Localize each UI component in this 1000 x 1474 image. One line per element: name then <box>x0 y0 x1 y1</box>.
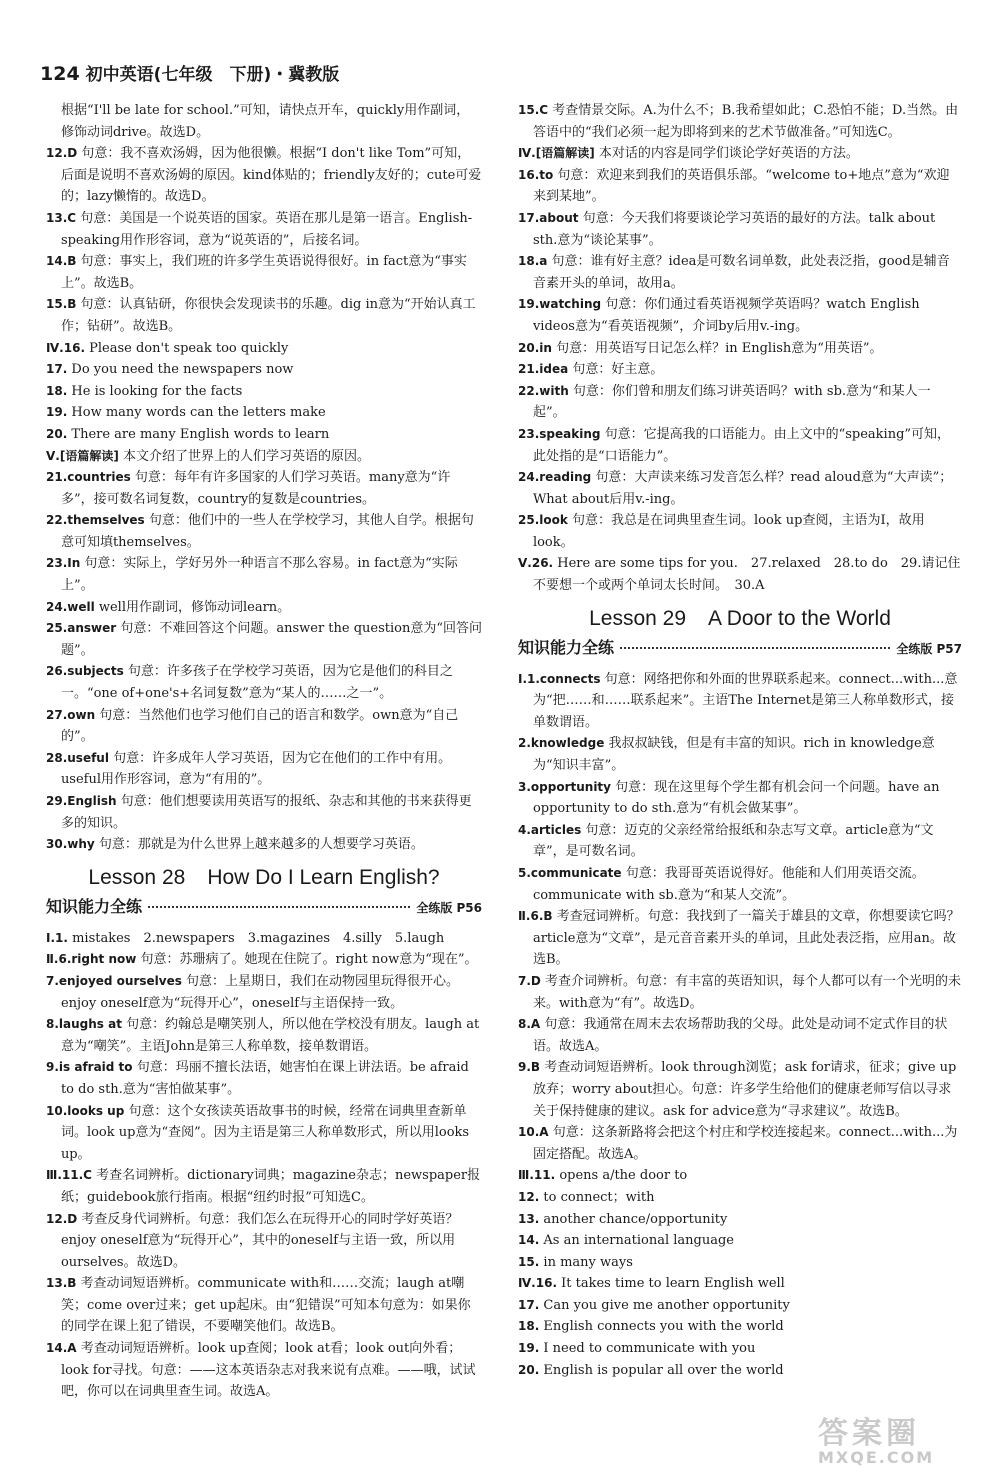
answer-text: 根据“I'll be late for school.”可知，请快点开车，quickly用作副词，修饰动词drive。故选D。 <box>60 103 470 140</box>
answer-text: 考查介词辨析。句意：有丰富的英语知识，每个人都可以有一个光明的未来。with意为“有”。故选D。 <box>532 973 962 1011</box>
answer-text: 句意：这个女孩读英语故事书的时候，经常在词典里查新单词。look up意为“查阅”。因为主语是第三人称单数形式，所以用looks up。 <box>60 1103 470 1162</box>
answer-item <box>46 971 482 1014</box>
answer-number: 14.B <box>46 254 77 269</box>
answer-text: 句意：谁有好主意？idea是可数名词单数，此处表泛指，good是辅音音素开头的单词，故用a。 <box>532 254 950 291</box>
answer-item <box>518 1273 962 1295</box>
answer-item <box>46 1057 482 1100</box>
answer-text: 句意：每年有许多国家的人们学习英语。many意为“许多”，接可数名词复数，country的复数是countries。 <box>60 470 451 507</box>
left-column <box>46 100 482 1403</box>
answer-text: 句意：我通常在周末去农场帮助我的父母。此处是动词不定式作目的状语。故选A。 <box>532 1017 948 1054</box>
answer-text: He is looking for the facts <box>71 383 243 399</box>
lesson-29-section-header <box>518 637 962 665</box>
answer-item <box>518 553 962 596</box>
answer-number: 10.A <box>518 1125 549 1140</box>
answer-number: 14.A <box>46 1341 77 1356</box>
lesson-29-number: Lesson 29 <box>589 606 687 630</box>
answer-number: 26.subjects <box>46 664 124 679</box>
answer-number: Ⅱ.6.right now <box>46 952 137 967</box>
answer-text: 句意：约翰总是嘲笑别人，所以他在学校没有朋友。laugh at意为“嘲笑”。主语John是第三人称单数，接单数谓语。 <box>60 1017 480 1054</box>
answer-item <box>518 467 962 510</box>
answer-item <box>518 1230 962 1252</box>
answer-number: 7.enjoyed ourselves <box>46 973 182 988</box>
left-answers <box>46 100 482 856</box>
answer-item <box>46 1101 482 1166</box>
answer-number: Ⅴ.[语篇解读] <box>46 448 119 463</box>
answer-text: 句意：那就是为什么世界上越来越多的人想要学习英语。 <box>98 837 424 853</box>
answer-item <box>518 733 962 776</box>
answer-text: 句意：我总是在词典里查生词。look up查阅，主语为I，故用look。 <box>532 513 925 550</box>
answer-item <box>518 1122 962 1165</box>
answer-number: 15.C <box>518 103 549 117</box>
answer-number: 19. <box>46 405 68 420</box>
answer-item <box>46 1273 482 1338</box>
answer-text: opens a/the door to <box>559 1168 688 1184</box>
answer-text: 句意：他们中的一些人在学校学习，其他人自学。根据句意可知填themselves。 <box>60 513 474 550</box>
answer-item <box>518 143 962 165</box>
answer-item <box>518 1057 962 1122</box>
lesson-29-answers <box>518 669 962 1382</box>
answer-item <box>46 1209 482 1274</box>
answer-number: 13.C <box>46 210 77 225</box>
answer-number: 22.themselves <box>46 513 145 528</box>
answer-item <box>518 338 962 360</box>
answer-item <box>46 402 482 424</box>
answer-number: 23.speaking <box>518 426 601 441</box>
answer-number: 12.D <box>46 146 78 161</box>
lesson-28-answers <box>46 928 482 1403</box>
answer-item <box>518 294 962 337</box>
answer-item <box>518 971 962 1014</box>
answer-number: 20.in <box>518 340 552 355</box>
answer-number: 29.English <box>46 794 117 808</box>
answer-text: Here are some tips for you. 27.relaxed 28.to do 29.请记住不要想一个或两个单词太长时间。 30.A <box>532 556 961 594</box>
answer-text: 我叔叔缺钱，但是有丰富的知识。rich in knowledge意为“知识丰富”。 <box>532 736 935 774</box>
answer-item <box>46 143 482 208</box>
answer-item <box>46 359 482 381</box>
answer-text: 句意：事实上，我们班的许多学生英语说得很好。in fact意为“事实上”。故选B。 <box>60 254 467 291</box>
answer-item <box>518 510 962 553</box>
answer-item <box>46 294 482 337</box>
answer-item <box>518 906 962 971</box>
answer-number: 16.to <box>518 167 554 182</box>
answer-number: 30.why <box>46 837 95 852</box>
answer-text: 句意：许多孩子在学校学习英语，因为它是他们的科目之一。“one of+one's+名词复数”意为“某人的……之一”。 <box>60 664 453 702</box>
answer-number: 8.A <box>518 1017 541 1032</box>
answer-text: another chance/opportunity <box>543 1211 728 1227</box>
answer-item <box>518 165 962 208</box>
answer-number: 21.idea <box>518 362 569 377</box>
answer-item <box>46 467 482 510</box>
watermark-line-2: MXQE.COM <box>818 1448 935 1467</box>
answer-number: 4.articles <box>518 822 582 837</box>
answer-item <box>518 359 962 381</box>
answer-item <box>518 1338 962 1360</box>
answer-number: Ⅴ.26. <box>518 556 554 571</box>
answer-number: Ⅳ.16. <box>518 1276 557 1291</box>
answer-text: 句意：不难回答这个问题。answer the question意为“回答问题”。 <box>60 621 482 658</box>
answer-number: 22.with <box>518 383 569 398</box>
section-reference: 全练版 P57 <box>896 641 962 656</box>
answer-number: 24.reading <box>518 470 592 485</box>
answer-item <box>46 1338 482 1403</box>
answer-text: well用作副词，修饰动词learn。 <box>98 599 291 615</box>
answer-text: 句意：这条新路将会把这个村庄和学校连接起来。connect...with...为固定搭配。故选A。 <box>532 1125 958 1162</box>
answer-item <box>518 381 962 424</box>
answer-item <box>518 1360 962 1382</box>
answer-number: 17. <box>46 362 68 377</box>
answer-item <box>46 251 482 294</box>
answer-text: It takes time to learn English well <box>561 1276 785 1292</box>
answer-text: I need to communicate with you <box>543 1341 756 1357</box>
answer-text: Can you give me another opportunity <box>543 1297 790 1313</box>
answer-text: 句意：实际上，学好另外一种语言不那么容易。in fact意为“实际上”。 <box>60 556 458 594</box>
answer-text: 句意：上星期日，我们在动物园里玩得很开心。enjoy oneself意为“玩得开心”，oneself与主语保持一致。 <box>60 973 460 1011</box>
answer-text: 句意：欢迎来到我们的英语俱乐部。“welcome to+地点”意为“欢迎来到某地”。 <box>532 167 950 205</box>
answer-text: 句意：苏珊病了。她现在住院了。right now意为“现在”。 <box>140 952 478 968</box>
lesson-28-title <box>46 863 482 893</box>
answer-item <box>46 1165 482 1208</box>
answer-text: Do you need the newspapers now <box>71 362 294 378</box>
answer-number: 24.well <box>46 599 95 614</box>
answer-number: 7.D <box>518 973 541 988</box>
answer-text: 考查动词短语辨析。look up查阅；look at看；look out向外看；look for寻找。句意：——这本英语杂志对我来说有点难。——哦，试试吧，你可以在词典里查生词。故选A。 <box>60 1341 476 1400</box>
answer-item <box>46 1014 482 1057</box>
answer-text: 本对话的内容是同学们谈论学好英语的方法。 <box>598 146 859 162</box>
answer-item <box>46 791 482 834</box>
answer-text: 句意：美国是一个说英语的国家。英语在那儿是第一语言。English-speaking用作形容词，意为“说英语的”，后接名词。 <box>60 210 473 248</box>
watermark-logo <box>818 1418 968 1468</box>
answer-item <box>46 208 482 251</box>
answer-text: 考查动词短语辨析。communicate with和……交流；laugh at嘲笑；come over过来；get up起床。由“犯错误”可知本句意为：如果你的同学在课上犯了错误，不要嘲笑他们。故选B。 <box>60 1276 471 1335</box>
answer-item <box>518 669 962 734</box>
answer-number: Ⅰ.1.connects <box>518 671 601 686</box>
page-number: 124 <box>40 63 80 85</box>
answer-text: 句意：大声读来练习发音怎么样？read aloud意为“大声读”；What about后用v.-ing。 <box>532 470 953 507</box>
book-title: 初中英语(七年级 下册)・冀教版 <box>85 65 340 85</box>
answer-text: 句意：用英语写日记怎么样？in English意为“用英语”。 <box>556 340 883 356</box>
lesson-29-name: A Door to the World <box>708 606 891 630</box>
lesson-28-number: Lesson 28 <box>88 865 186 889</box>
answer-number: 23.In <box>46 556 81 571</box>
answer-item <box>46 705 482 748</box>
answer-text: 句意：玛丽不擅长法语，她害怕在课上讲法语。be afraid to do sth.意为“害怕做某事”。 <box>60 1060 469 1097</box>
answer-item <box>46 949 482 971</box>
answer-item <box>518 1209 962 1231</box>
answer-number: 28.useful <box>46 750 109 765</box>
dotted-leader <box>148 906 410 908</box>
answer-text: There are many English words to learn <box>71 426 330 442</box>
answer-text: 考查名词辨析。dictionary词典；magazine杂志；newspaper报纸；guidebook旅行指南。根据“纽约时报”可知选C。 <box>60 1168 481 1205</box>
answer-text: 本文介绍了世界上的人们学习英语的原因。 <box>122 448 370 464</box>
dotted-leader <box>620 647 890 649</box>
page-header <box>40 60 970 84</box>
answer-item <box>518 1165 962 1187</box>
answer-item <box>46 100 482 143</box>
answer-number: 15. <box>518 1254 540 1269</box>
answer-item <box>518 863 962 906</box>
answer-number: Ⅲ.11.C <box>46 1168 92 1183</box>
answer-number: 17. <box>518 1297 540 1312</box>
answer-text: As an international language <box>543 1233 735 1249</box>
answer-number: Ⅱ.6.B <box>518 909 553 924</box>
right-answers <box>518 100 962 597</box>
answer-text: 句意：它提高我的口语能力。由上文中的“speaking”可知，此处指的是“口语能力”。 <box>532 426 951 464</box>
answer-number: 17.about <box>518 210 579 225</box>
answer-item <box>518 424 962 467</box>
answer-number: 18. <box>46 383 68 398</box>
lesson-28-name: How Do I Learn English? <box>207 865 440 889</box>
answer-number: 18. <box>518 1319 540 1334</box>
answer-text: 句意：你们曾和朋友们练习讲英语吗？with sb.意为“和某人一起”。 <box>532 383 931 421</box>
answer-number: 2.knowledge <box>518 736 605 751</box>
answer-item <box>46 834 482 856</box>
answer-item <box>518 1187 962 1209</box>
answer-number: 20. <box>46 426 68 441</box>
answer-text: 句意：好主意。 <box>572 362 664 378</box>
answer-text: 句意：现在这里每个学生都有机会问一个问题。have an opportunity to do sth.意为“有机会做某事”。 <box>532 779 940 817</box>
watermark-line-1: 答案圈 <box>818 1416 920 1451</box>
answer-item <box>46 553 482 596</box>
answer-number: 8.laughs at <box>46 1017 122 1032</box>
answer-item <box>46 748 482 791</box>
answer-item <box>518 777 962 820</box>
answer-number: 15.B <box>46 297 77 312</box>
answer-text: in many ways <box>543 1254 633 1270</box>
answer-text: 句意：我不喜欢汤姆，因为他很懒。根据“I don't like Tom”可知，后面是说明不喜欢汤姆的原因。kind体贴的；friendly友好的；cute可爱的；lazy懒惰的。故选D。 <box>60 146 482 205</box>
answer-number: 27.own <box>46 707 96 722</box>
answer-text: How many words can the letters make <box>71 405 326 421</box>
answer-text: 考查反身代词辨析。句意：我们怎么在玩得开心的同时学好英语？enjoy oneself意为“玩得开心”，其中的oneself与主语一致，所以用ourselves。故选D。 <box>60 1211 459 1270</box>
answer-number: 18.a <box>518 254 548 269</box>
answer-item <box>46 928 482 950</box>
answer-item <box>46 424 482 446</box>
answer-item <box>46 618 482 661</box>
answer-text: 句意：认真钻研，你很快会发现读书的乐趣。dig in意为“开始认真工作；钻研”。故选B。 <box>60 297 476 334</box>
answer-number: Ⅲ.11. <box>518 1168 556 1183</box>
answer-number: 12. <box>518 1189 540 1204</box>
answer-text: 句意：当然他们也学习他们自己的语言和数学。own意为“自己的”。 <box>60 707 459 745</box>
answer-number: 10.looks up <box>46 1103 125 1118</box>
answer-text: 句意：迈克的父亲经常给报纸和杂志写文章。article意为“文章”，是可数名词。 <box>532 822 934 860</box>
answer-text: 句意：他们想要读用英语写的报纸、杂志和其他的书来获得更多的知识。 <box>60 794 472 831</box>
answer-number: Ⅰ.1. <box>46 930 68 945</box>
answer-item <box>46 661 482 704</box>
answer-text: Please don't speak too quickly <box>89 340 289 356</box>
answer-number: Ⅳ.[语篇解读] <box>518 146 595 161</box>
answer-text: mistakes 2.newspapers 3.magazines 4.silly 5.laugh <box>72 930 445 946</box>
section-reference: 全练版 P56 <box>416 900 482 915</box>
answer-text: English is popular all over the world <box>543 1362 784 1378</box>
lesson-28-section-header <box>46 896 482 924</box>
answer-text: 考查动词短语辨析。look through浏览；ask for请求，征求；give up放弃；worry about担心。句意：许多学生给他们的健康老师写信以寻求关于保持健康的建议。ask for advice意为“寻求建议”。故选B。 <box>532 1060 957 1119</box>
answer-text: 句意：你们通过看英语视频学英语吗？watch English videos意为“看英语视频”，介词by后用v.-ing。 <box>532 297 920 334</box>
answer-item <box>46 381 482 403</box>
answer-text: 考查冠词辨析。句意：我找到了一篇关于雄县的文章，你想要读它吗？article意为“文章”，是元音音素开头的单词，且此处表泛指，应用an。故选B。 <box>532 909 960 968</box>
answer-number: 20. <box>518 1362 540 1377</box>
answer-number: 25.look <box>518 513 568 528</box>
answer-number: Ⅳ.16. <box>46 340 85 355</box>
answer-number: 14. <box>518 1233 540 1248</box>
answer-item <box>518 100 962 143</box>
answer-text: English connects you with the world <box>543 1319 784 1335</box>
answer-item <box>46 597 482 619</box>
answer-item <box>46 446 482 468</box>
section-name: 知识能力全练 <box>46 896 143 916</box>
answer-text: 句意：网络把你和外面的世界联系起来。connect...with...意为“把……和……联系起来”。主语The Internet是第三人称单数形式，接单数谓语。 <box>532 671 958 730</box>
answer-item <box>518 820 962 863</box>
right-column <box>518 100 962 1381</box>
answer-item <box>518 1252 962 1274</box>
answer-number: 5.communicate <box>518 866 622 880</box>
answer-text: 句意：我哥哥英语说得好。他能和人们用英语交流。communicate with sb.意为“和某人交流”。 <box>532 866 925 903</box>
answer-number: 3.opportunity <box>518 779 611 794</box>
answer-item <box>518 208 962 251</box>
answer-text: to connect；with <box>543 1189 655 1205</box>
answer-number: 21.countries <box>46 470 131 485</box>
answer-number: 9.B <box>518 1060 541 1075</box>
answer-number: 19. <box>518 1341 540 1356</box>
answer-number: 25.answer <box>46 621 117 636</box>
answer-item <box>518 251 962 294</box>
answer-text: 句意：今天我们将要谈论学习英语的最好的方法。talk about sth.意为“谈论某事”。 <box>532 210 936 248</box>
answer-item <box>46 338 482 360</box>
answer-text: 句意：许多成年人学习英语，因为它在他们的工作中有用。useful用作形容词，意为“有用的”。 <box>60 750 452 788</box>
answer-number: 19.watching <box>518 297 602 312</box>
section-name: 知识能力全练 <box>518 637 615 657</box>
answer-text: 考查情景交际。A.为什么不；B.我希望如此；C.恐怕不能；D.当然。由答语中的“我们必须一起为即将到来的艺术节做准备。”可知选C。 <box>532 103 959 140</box>
answer-item <box>518 1295 962 1317</box>
answer-number: 13. <box>518 1211 540 1226</box>
answer-number: 9.is afraid to <box>46 1060 133 1075</box>
answer-item <box>518 1316 962 1338</box>
answer-item <box>518 1014 962 1057</box>
lesson-29-title <box>518 604 962 634</box>
answer-number: 12.D <box>46 1211 78 1226</box>
answer-number: 13.B <box>46 1276 77 1291</box>
answer-item <box>46 510 482 553</box>
